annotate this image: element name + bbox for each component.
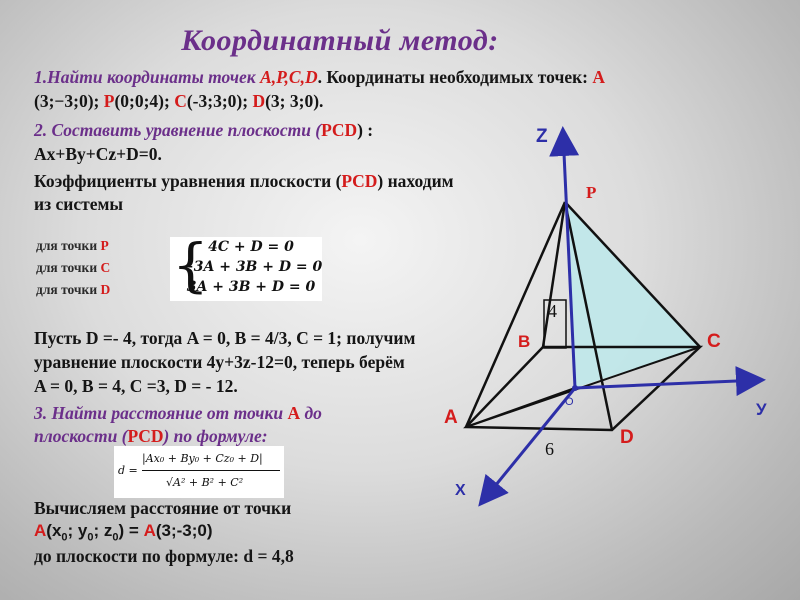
point-d-label: D <box>252 91 266 111</box>
point-c-label: C <box>174 91 187 111</box>
compute-text: (x <box>46 521 62 540</box>
step2-text: 2. Составить уравнение плоскости ( <box>34 120 322 140</box>
solution-line1: Пусть D =- 4, тогда A = 0, B = 4/3, C = 1; получим <box>34 328 416 348</box>
compute-line3: до плоскости по формуле: d = 4,8 <box>34 546 294 566</box>
point-p-label: P <box>103 91 115 111</box>
solution-line3: A = 0, B = 4, C =3, D = - 12. <box>34 376 238 396</box>
step3-text-3: плоскости ( <box>34 426 128 446</box>
label-y: У <box>756 400 767 419</box>
compute-text: ; y <box>67 521 88 540</box>
coef-text: Коэффициенты уравнения плоскости ( <box>34 171 342 191</box>
step3-text: 3. Найти расстояние от точки <box>34 403 288 423</box>
sys-eq-c: −3A + 3B + D = 0 <box>182 259 323 275</box>
edge-pb <box>543 202 565 347</box>
coef-plane: PCD <box>341 171 378 191</box>
label-6: 6 <box>545 439 554 459</box>
subscript: 0 <box>87 531 94 544</box>
p-coords: (0;0;4); <box>114 91 175 111</box>
label-o: O <box>565 396 574 408</box>
step2-close: ) : <box>357 120 374 140</box>
step3-point-a: А <box>287 403 301 423</box>
compute-text: ; z <box>93 521 113 540</box>
coef-text-2: ) находим <box>377 171 454 191</box>
system-brace: { <box>172 231 209 299</box>
subscript: 0 <box>112 531 119 544</box>
formula-denominator: √A² + B² + C² <box>166 476 244 489</box>
step3-text-4: ) по формуле: <box>163 426 268 446</box>
step3-plane: PCD <box>127 426 164 446</box>
step3-text-2: до <box>300 403 322 423</box>
label-z: Z <box>536 126 548 147</box>
label-x: X <box>455 482 466 499</box>
sys-point-p: P <box>100 238 109 253</box>
sys-eq-d: 3A + 3B + D = 0 <box>186 279 316 295</box>
compute-point-a: А <box>34 521 47 540</box>
d-coords: (3; 3;0). <box>265 91 324 111</box>
sys-label-text: для точки <box>36 238 101 253</box>
step1-text-2: . Координаты необходимых точек: <box>317 67 593 87</box>
page-title: Координатный метод: <box>181 24 499 57</box>
a-coords: (3;−3;0); <box>34 91 104 111</box>
compute-line1: Вычисляем расстояние от точки <box>34 498 292 518</box>
compute-coords: (3;-3;0) <box>155 521 213 540</box>
sys-point-c: C <box>100 260 111 275</box>
c-coords: (-3;3;0); <box>186 91 253 111</box>
label-a: A <box>444 407 458 428</box>
formula-numerator: |Ax₀ + By₀ + Cz₀ + D| <box>142 452 263 465</box>
solution-line2: уравнение плоскости 4y+3z-12=0, теперь берём <box>34 352 405 372</box>
label-p: P <box>586 183 597 202</box>
coef-line2: из системы <box>34 194 124 214</box>
sys-point-d: D <box>100 282 111 297</box>
step2-plane: PCD <box>321 120 358 140</box>
plane-equation: Ax+By+Cz+D=0. <box>34 144 162 164</box>
origin-dot <box>572 385 578 391</box>
label-4: 4 <box>548 301 557 321</box>
sys-label-text: для точки <box>36 282 101 297</box>
point-a-label: А <box>592 67 606 87</box>
label-d: D <box>620 427 634 448</box>
step1-points: А,P,C,D <box>260 67 318 87</box>
formula-lhs: d = <box>118 464 138 477</box>
step1-text: 1.Найти координаты точек <box>34 67 261 87</box>
compute-text: ) = <box>118 521 144 540</box>
label-c: C <box>707 331 721 352</box>
compute-point-a-2: А <box>143 521 156 540</box>
sys-eq-p: 4C + D = 0 <box>208 239 294 255</box>
subscript: 0 <box>61 531 68 544</box>
label-b: B <box>518 332 531 351</box>
sys-label-text: для точки <box>36 260 101 275</box>
